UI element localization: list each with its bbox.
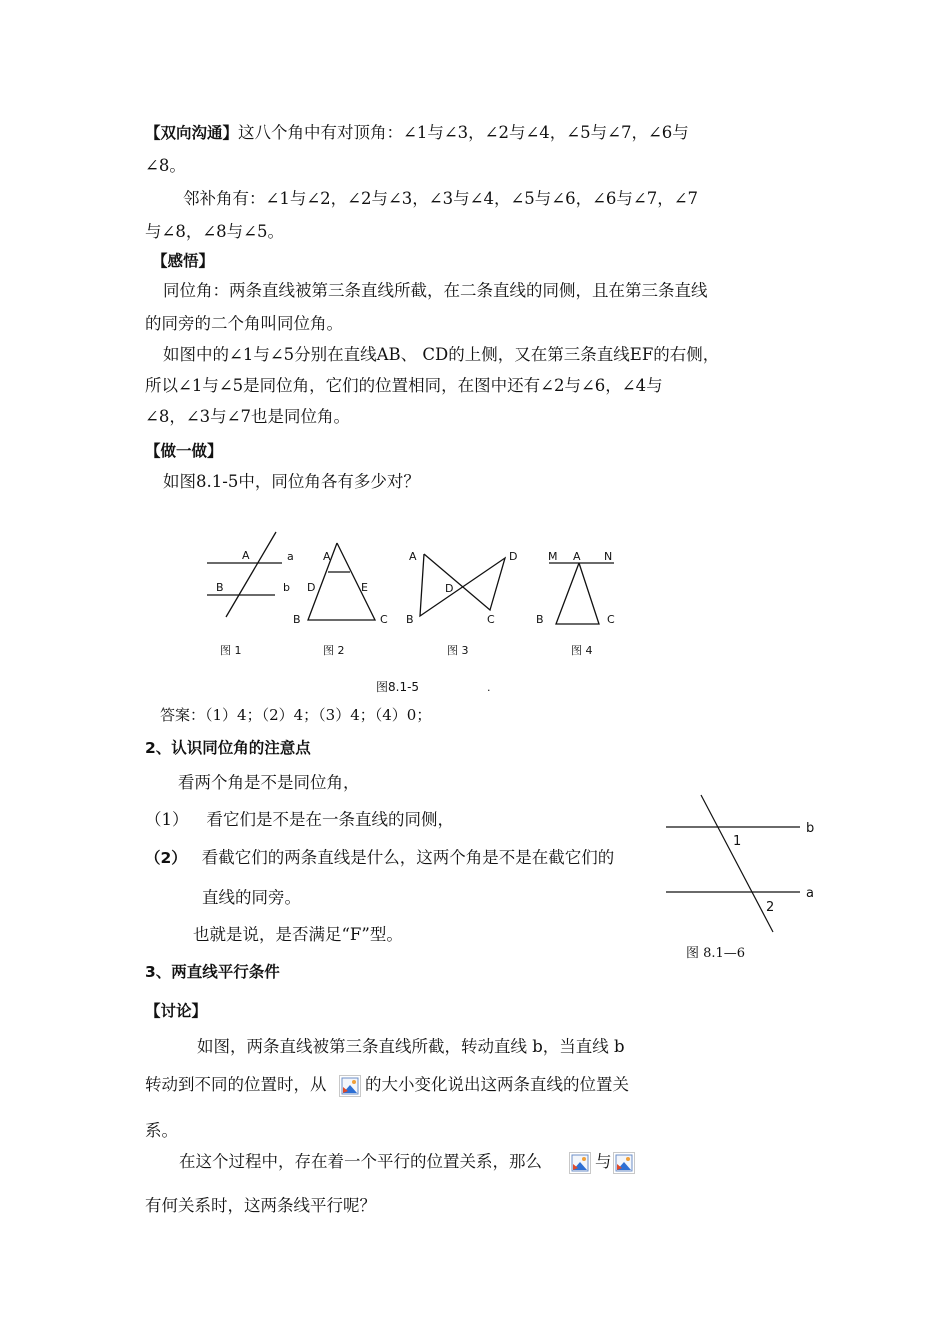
- discuss-p2-line2: 有何关系时，这两条线平行呢？: [145, 1196, 376, 1215]
- fig1-label-A: A: [242, 549, 250, 562]
- fig816-caption: 图 8.1—6: [686, 946, 746, 961]
- two-way-line2: ∠8。: [145, 156, 186, 175]
- fig1-label-b: b: [283, 581, 290, 594]
- section3-title: 3、两直线平行条件: [145, 963, 280, 981]
- two-way-paragraph: [145, 123, 689, 143]
- two-way-line3: 邻补角有：∠1与∠2，∠2与∠3，∠3与∠4，∠5与∠6，∠6与∠7，∠7: [183, 189, 699, 208]
- fig2-label-E: E: [361, 581, 368, 594]
- two-way-line4: 与∠8，∠8与∠5。: [145, 222, 284, 241]
- fig4-caption: 图 4: [571, 644, 593, 657]
- two-way-line1: 这八个角中有对顶角：∠1与∠3，∠2与∠4，∠5与∠7，∠6与: [238, 123, 689, 142]
- fig816-label-a: a: [806, 886, 814, 901]
- figure-8-1-5-caption: 图8.1-5: [376, 680, 420, 694]
- fig2-diagram: [308, 543, 375, 620]
- fig816-angle-1: 1: [733, 834, 742, 849]
- insight-line5: ∠8，∠3与∠7也是同位角。: [145, 407, 350, 426]
- fig1-caption: 图 1: [220, 644, 242, 657]
- fig3-label-A: A: [409, 550, 417, 563]
- answer: 答案：（1）4；（2）4；（3）4；（4）0；: [160, 706, 432, 724]
- fig3-diagram: [420, 554, 505, 616]
- insight-line2: 的同旁的二个角叫同位角。: [145, 314, 343, 333]
- fig1-label-B: B: [216, 581, 224, 594]
- insight-tag: 【感悟】: [152, 252, 215, 270]
- insight-line4: 所以∠1与∠5是同位角，它们的位置相同，在图中还有∠2与∠6，∠4与: [145, 376, 663, 395]
- fig816-angle-2: 2: [766, 900, 775, 915]
- fig816-label-b: b: [806, 821, 815, 836]
- discuss-p1-line2-post: 的大小变化说出这两条直线的位置关: [365, 1075, 629, 1094]
- try-it-question: 如图8.1-5中，同位角各有多少对？: [163, 472, 420, 491]
- fig4-diagram: [549, 563, 614, 624]
- discuss-p1-line3: 系。: [145, 1121, 178, 1140]
- fig4-label-N: N: [604, 550, 613, 563]
- two-way-tag: 【双向沟通】: [145, 124, 239, 142]
- fig2-label-D: D: [307, 581, 316, 594]
- fig3-label-B: B: [406, 613, 414, 626]
- fig3-caption: 图 3: [447, 644, 469, 657]
- figure-8-1-5-dot: .: [487, 681, 491, 694]
- try-it-tag: 【做一做】: [145, 442, 223, 460]
- insight-line3: 如图中的∠1与∠5分别在直线AB、 CD的上侧，又在第三条直线EF的右侧，: [163, 345, 720, 364]
- item1-number: （1）: [145, 810, 189, 829]
- item2-text: 看截它们的两条直线是什么，这两个角是不是在截它们的: [201, 848, 615, 867]
- angle-image-placeholder-icon: [339, 1075, 361, 1097]
- angle-image-placeholder-icon-b: [613, 1152, 635, 1174]
- fig2-label-A: A: [323, 550, 331, 563]
- discuss-p1-line2-pre: 转动到不同的位置时，从: [145, 1075, 327, 1094]
- fig3-label-D-mid: D: [445, 582, 454, 595]
- fig3-label-D-right: D: [509, 550, 518, 563]
- insight-line1: 同位角：两条直线被第三条直线所截，在二条直线的同侧，且在第三条直线: [163, 281, 708, 300]
- discuss-p2-and: 与: [595, 1152, 612, 1171]
- fig4-label-B: B: [536, 613, 544, 626]
- item1-text: 看它们是不是在一条直线的同侧，: [206, 810, 454, 829]
- fig2-label-B: B: [293, 613, 301, 626]
- section2-intro: 看两个角是不是同位角，: [178, 773, 360, 792]
- fig2-caption: 图 2: [323, 644, 345, 657]
- fig4-label-C: C: [607, 613, 615, 626]
- fig3-label-C: C: [487, 613, 495, 626]
- fig1-label-a: a: [287, 550, 294, 563]
- fig816-lines: [666, 795, 800, 932]
- discuss-p2-line1-pre: 在这个过程中，存在着一个平行的位置关系，那么: [179, 1152, 542, 1171]
- fig4-label-M: M: [548, 550, 558, 563]
- fig2-label-C: C: [380, 613, 388, 626]
- section2-item1: [145, 810, 454, 830]
- item2-number: （2）: [145, 849, 187, 867]
- section2-title: 2、认识同位角的注意点: [145, 739, 311, 757]
- section2-summary: 也就是说，是否满足“F”型。: [193, 925, 403, 944]
- fig1-diagram: [207, 532, 282, 617]
- discuss-tag: 【讨论】: [145, 1002, 208, 1020]
- section2-item2: [145, 848, 614, 868]
- discuss-p1-line1: 如图，两条直线被第三条直线所截，转动直线 b，当直线 b: [197, 1037, 625, 1056]
- fig4-label-A: A: [573, 550, 581, 563]
- angle-image-placeholder-icon-a: [569, 1152, 591, 1174]
- item2-continuation: 直线的同旁。: [202, 888, 301, 907]
